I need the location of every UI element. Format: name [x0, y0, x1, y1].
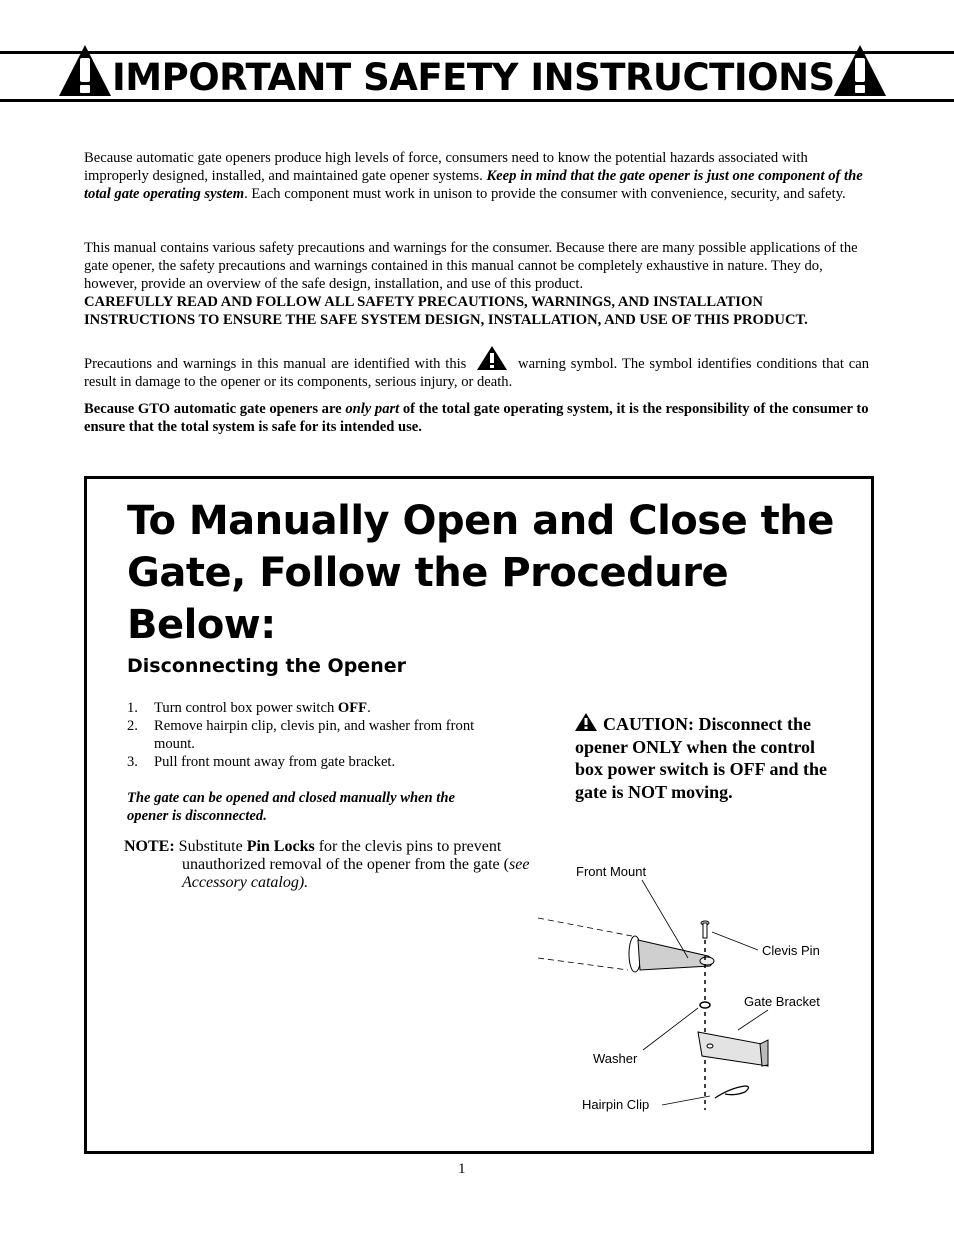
warning-triangle-icon: [58, 44, 112, 98]
intro-paragraph-1: [84, 149, 869, 203]
intro-emphasis: Keep in mind that the gate opener is just one component of the total gate operating system: [84, 168, 863, 202]
label-washer: Washer: [593, 1051, 638, 1066]
arm-outline-bottom: [538, 958, 628, 970]
note-reference: see Accessory catalog).: [182, 856, 530, 891]
list-item: [127, 753, 487, 771]
label-front-mount: Front Mount: [576, 864, 647, 879]
note-label: NOTE:: [124, 838, 175, 855]
procedure-subtitle: Disconnecting the Opener: [127, 655, 406, 677]
intro-text: This manual contains various safety precautions and warnings for the consumer. Because there are many possible applications of the gate opener, the safety precautions and warnings contained in this manual cannot be completely exhaustive in nature. They do, however, provide an overview of the safe design, installation, and use of this product.: [84, 240, 858, 292]
note-emphasis: Pin Locks: [246, 838, 315, 855]
clevis-pin-icon: [701, 921, 709, 938]
warning-triangle-icon: [575, 713, 597, 731]
label-gate-bracket: Gate Bracket: [744, 994, 820, 1009]
step-number: 1.: [127, 700, 138, 716]
list-item: [127, 717, 487, 753]
leader-gate-bracket: [738, 1010, 768, 1030]
intro-paragraph-3: [84, 346, 869, 391]
pin-lock-note: [124, 838, 552, 892]
page-title: IMPORTANT SAFETY INSTRUCTIONS: [112, 56, 835, 99]
washer-icon: [700, 1002, 710, 1008]
caution-text: CAUTION: Disconnect the opener ONLY when the control box power switch is OFF and the gate is NOT moving.: [575, 714, 828, 802]
step-text: Turn control box power switch: [154, 700, 338, 716]
leader-washer: [643, 1008, 698, 1050]
step-text: Remove hairpin clip, clevis pin, and washer from front mount.: [154, 718, 475, 752]
intro-text: Because GTO automatic gate openers are: [84, 401, 346, 417]
disconnect-diagram: [530, 860, 850, 1120]
step-text: .: [367, 700, 371, 716]
list-item: [127, 699, 487, 717]
steps-list: [127, 699, 487, 771]
intro-text: of the total gate operating system, it is the responsibility of the consumer to ensure that the total system is safe for its intended use.: [84, 401, 869, 435]
intro-text: . Each component must work in unison to provide the consumer with convenience, security, and safety.: [244, 186, 846, 202]
step-number: 3.: [127, 754, 138, 770]
page-number: 1: [458, 1161, 466, 1177]
hairpin-clip-icon: [715, 1086, 749, 1098]
intro-text: Because automatic gate openers produce high levels of force, consumers need to know the potential hazards associated with improperly designed, installed, and maintained gate opener systems.: [84, 150, 808, 184]
warning-triangle-icon: [833, 44, 887, 98]
procedure-title: To Manually Open and Close the Gate, Follow the Procedure Below:: [127, 498, 834, 648]
label-clevis-pin: Clevis Pin: [762, 943, 820, 958]
arm-outline-top: [538, 918, 632, 936]
warning-triangle-icon: [477, 346, 507, 370]
intro-text: Precautions and warnings in this manual are identified with this: [84, 356, 467, 372]
intro-emphasis: CAREFULLY READ AND FOLLOW ALL SAFETY PRECAUTIONS, WARNINGS, AND INSTALLATION INSTRUCTIONS TO ENSURE THE SAFE SYSTEM DESIGN, INSTALLATION, AND USE OF THIS PRODUCT.: [84, 294, 808, 328]
step-text: Pull front mount away from gate bracket.: [154, 754, 396, 770]
note-text: for the clevis pins to prevent unauthorized removal of the opener from the gate (: [182, 838, 509, 873]
front-mount-icon: [629, 936, 714, 972]
manual-operation-note: The gate can be opened and closed manually when the opener is disconnected.: [127, 790, 455, 824]
leader-clevis-pin: [712, 932, 758, 950]
intro-emphasis: only part: [345, 401, 400, 417]
step-emphasis: OFF: [337, 700, 368, 716]
gate-bracket-icon: [698, 1032, 768, 1066]
caution-callout: [575, 713, 845, 803]
intro-paragraph-2: [84, 239, 869, 329]
label-hairpin-clip: Hairpin Clip: [582, 1097, 650, 1112]
leader-hairpin-clip: [662, 1096, 710, 1105]
note-text: Substitute: [178, 838, 247, 855]
intro-paragraph-4: [84, 400, 869, 436]
intro-text: warning symbol. The symbol identifies conditions that can result in damage to the opener or its components, serious injury, or death.: [84, 356, 869, 390]
step-number: 2.: [127, 718, 138, 734]
